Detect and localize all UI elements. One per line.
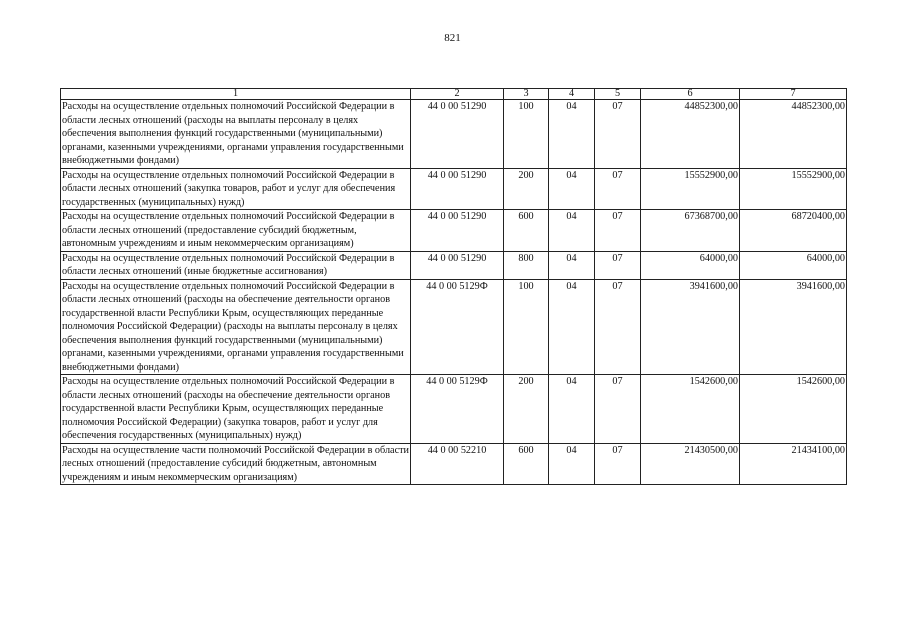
table-row [61,100,847,169]
row-section: 04 [549,375,595,444]
budget-table [60,88,847,485]
row-amount-col6: 44852300,00 [641,100,740,169]
row-target-code: 44 0 00 51290 [411,251,504,279]
row-amount-col6: 64000,00 [641,251,740,279]
row-description: Расходы на осуществление отдельных полномочий Российской Федерации в области лесных отношений (расходы на обеспечение деятельности органов государственной власти Республики Крым, осуществляющих переданные полномочия Российской Федерации) (закупка товаров, работ и услуг для обеспечения государственных (муниципальных) нужд) [61,375,411,444]
table-row [61,279,847,375]
row-expense-type: 200 [504,168,549,210]
row-expense-type: 800 [504,251,549,279]
header-col-4: 4 [549,89,595,100]
row-amount-col7: 68720400,00 [740,210,847,252]
row-amount-col7: 21434100,00 [740,443,847,485]
header-col-7: 7 [740,89,847,100]
header-col-1: 1 [61,89,411,100]
row-amount-col7: 1542600,00 [740,375,847,444]
row-section: 04 [549,251,595,279]
table-row [61,443,847,485]
row-expense-type: 100 [504,279,549,375]
row-subsection: 07 [595,279,641,375]
row-target-code: 44 0 00 5129Ф [411,375,504,444]
table-row [61,210,847,252]
row-target-code: 44 0 00 51290 [411,100,504,169]
row-description: Расходы на осуществление отдельных полномочий Российской Федерации в области лесных отношений (расходы на обеспечение деятельности органов государственной власти Республики Крым, осуществляющих переданные полномочия Российской Федерации) (расходы на выплаты персоналу в целях обеспечения выполнения функций государственными (муниципальными) органами, казенными учреждениями, органами управления государственными внебюджетными фондами) [61,279,411,375]
row-description: Расходы на осуществление части полномочий Российской Федерации в области лесных отношений (предоставление субсидий бюджетным, автономным учреждениям и иным некоммерческим организациям) [62,444,409,483]
row-amount-col6: 3941600,00 [641,279,740,375]
row-target-code: 44 0 00 52210 [411,443,504,485]
row-expense-type: 600 [504,210,549,252]
row-expense-type: 200 [504,375,549,444]
row-amount-col6: 21430500,00 [641,443,740,485]
row-subsection: 07 [595,251,641,279]
row-subsection: 07 [595,168,641,210]
row-subsection: 07 [595,375,641,444]
row-description: Расходы на осуществление отдельных полномочий Российской Федерации в области лесных отношений (иные бюджетные ассигнования) [61,251,411,279]
row-target-code: 44 0 00 51290 [411,168,504,210]
header-row [61,89,847,100]
row-subsection: 07 [595,210,641,252]
row-amount-col7: 64000,00 [740,251,847,279]
header-col-5: 5 [595,89,641,100]
row-amount-col6: 15552900,00 [641,168,740,210]
row-amount-col6: 67368700,00 [641,210,740,252]
row-amount-col7: 44852300,00 [740,100,847,169]
row-section: 04 [549,443,595,485]
table-row [61,168,847,210]
row-description: Расходы на осуществление отдельных полномочий Российской Федерации в области лесных отношений (закупка товаров, работ и услуг для обеспечения государственных (муниципальных) нужд) [61,168,411,210]
row-amount-col6: 1542600,00 [641,375,740,444]
table-row [61,375,847,444]
row-target-code: 44 0 00 5129Ф [411,279,504,375]
row-expense-type: 600 [504,443,549,485]
row-section: 04 [549,168,595,210]
row-section: 04 [549,100,595,169]
page-number: 821 [444,32,461,44]
row-description: Расходы на осуществление отдельных полномочий Российской Федерации в области лесных отношений (расходы на выплаты персоналу в целях обеспечения выполнения функций государственными (муниципальными) органами, казенными учреждениями, органами управления государственными внебюджетными фондами) [61,100,411,169]
row-expense-type: 100 [504,100,549,169]
table-row [61,251,847,279]
row-amount-col7: 15552900,00 [740,168,847,210]
row-subsection: 07 [595,100,641,169]
header-col-6: 6 [641,89,740,100]
row-section: 04 [549,279,595,375]
row-section: 04 [549,210,595,252]
header-col-2: 2 [411,89,504,100]
header-col-3: 3 [504,89,549,100]
row-description: Расходы на осуществление отдельных полномочий Российской Федерации в области лесных отношений (предоставление субсидий бюджетным, автономным учреждениям и иным некоммерческим организациям) [61,210,411,252]
row-subsection: 07 [595,443,641,485]
row-amount-col7: 3941600,00 [740,279,847,375]
row-target-code: 44 0 00 51290 [411,210,504,252]
